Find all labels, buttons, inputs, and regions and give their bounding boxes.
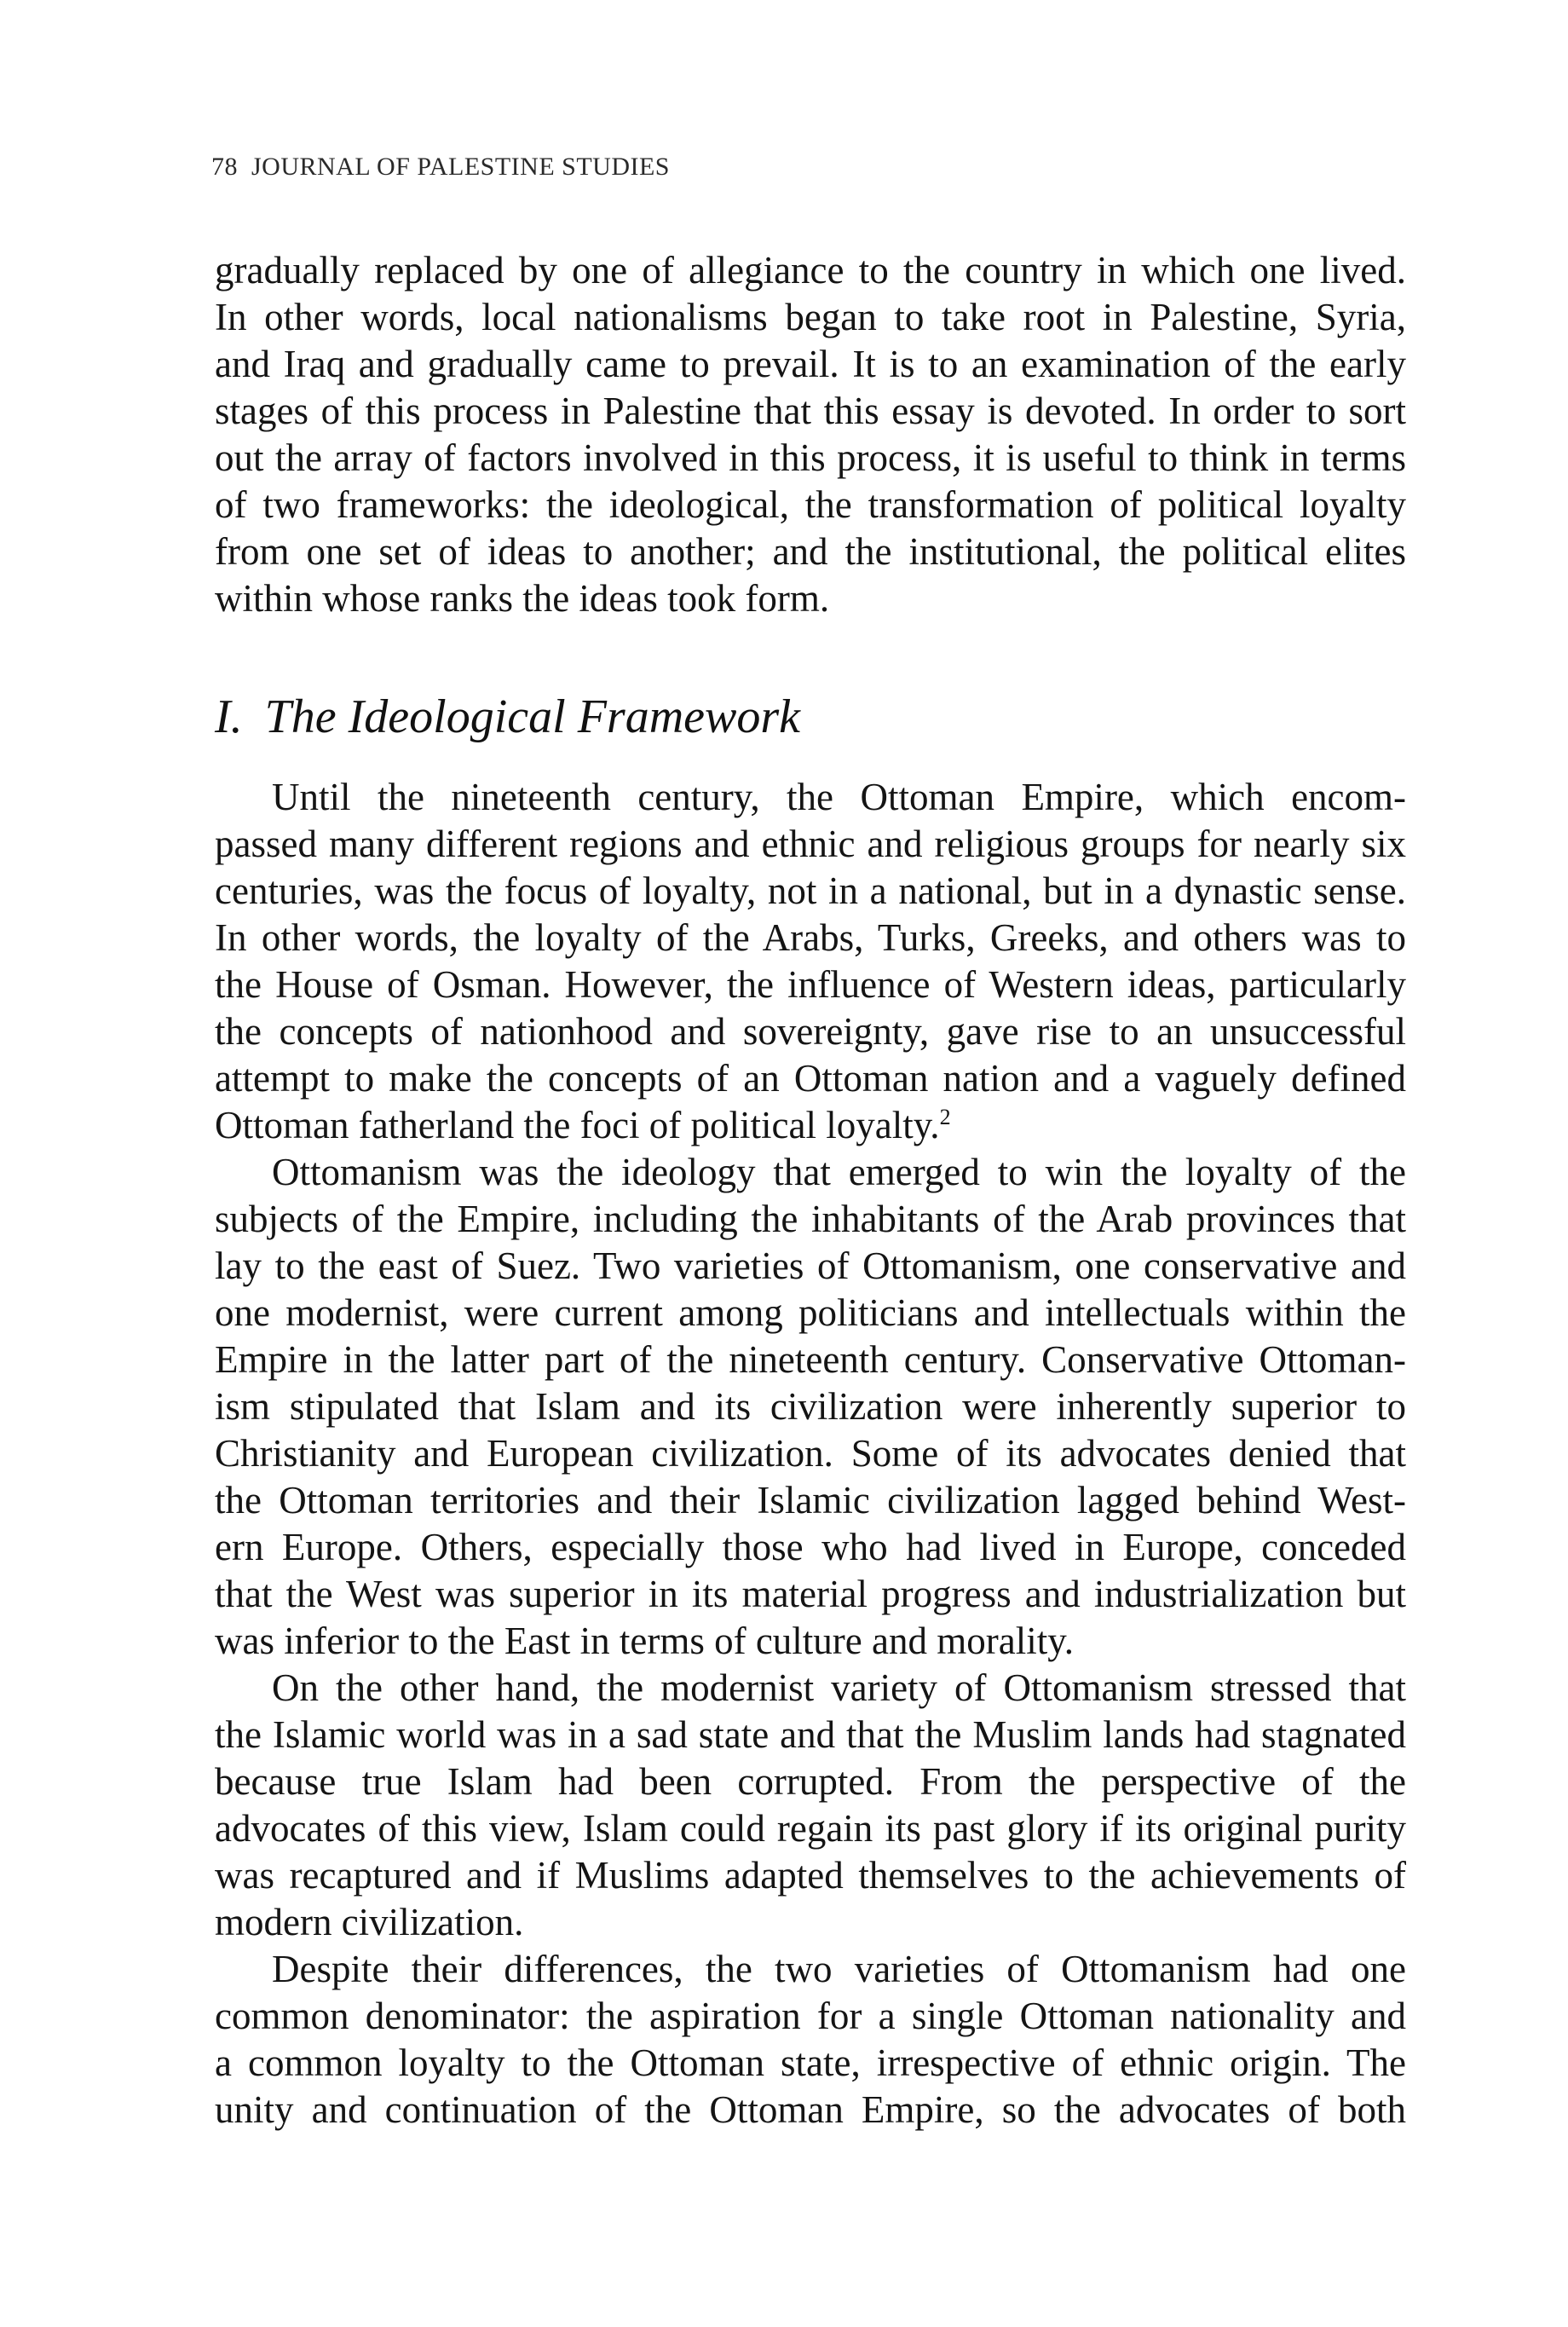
footnote-reference[interactable]: 2	[939, 1105, 951, 1129]
text-line: modern civilization.	[215, 1901, 524, 1943]
text-line: Until the nineteenth century, the Ottoman Empire, which encom-	[272, 776, 1406, 818]
text-line: the Ottoman territories and their Islamic civilization lagged behind West-	[215, 1479, 1406, 1522]
text-line: Empire in the latter part of the nineteenth century. Conservative Ottoman-	[215, 1338, 1406, 1381]
section-heading	[215, 689, 800, 745]
text-line: a common loyalty to the Ottoman state, irrespective of ethnic origin. The	[215, 2041, 1406, 2084]
text-line-content: Ottoman fatherland the foci of political loyalty.	[215, 1104, 940, 1146]
text-line: Ottomanism was the ideology that emerged to win the loyalty of the	[272, 1151, 1406, 1193]
text-line: of two frameworks: the ideological, the transformation of political loyalty	[215, 483, 1406, 526]
text-line: ern Europe. Others, especially those who had lived in Europe, conceded	[215, 1526, 1406, 1568]
text-line: out the array of factors involved in this process, it is useful to think in terms	[215, 436, 1406, 479]
text-line: centuries, was the focus of loyalty, not in a national, but in a dynastic sense.	[215, 869, 1406, 912]
paragraph-2	[215, 1149, 1406, 1665]
text-line: subjects of the Empire, including the inhabitants of the Arab provinces that	[215, 1198, 1406, 1240]
paragraph-1	[215, 774, 1406, 1149]
text-line: passed many different regions and ethnic and religious groups for nearly six	[215, 823, 1406, 865]
text-line: attempt to make the concepts of an Ottoman nation and a vaguely defined	[215, 1057, 1406, 1100]
text-line: that the West was superior in its material progress and industrialization but	[215, 1573, 1406, 1615]
text-line: because true Islam had been corrupted. From the perspective of the	[215, 1760, 1406, 1803]
paragraph-4	[215, 1946, 1406, 2134]
journal-title: JOURNAL OF PALESTINE STUDIES	[251, 153, 670, 181]
text-line: stages of this process in Palestine that this essay is devoted. In order to sort	[215, 390, 1406, 432]
paragraph-3	[215, 1665, 1406, 1946]
text-line: common denominator: the aspiration for a single Ottoman nationality and	[215, 1995, 1406, 2037]
text-line: and Iraq and gradually came to prevail. It is to an examination of the early	[215, 343, 1406, 385]
text-line: was inferior to the East in terms of culture and morality.	[215, 1620, 1075, 1662]
text-line: was recaptured and if Muslims adapted themselves to the achievements of	[215, 1854, 1406, 1897]
text-line: from one set of ideas to another; and the institutional, the political elites	[215, 530, 1406, 573]
text-line: the House of Osman. However, the influence of Western ideas, particularly	[215, 963, 1406, 1006]
text-line: In other words, local nationalisms began to take root in Palestine, Syria,	[215, 296, 1406, 338]
section-title: The Ideological Framework	[264, 690, 800, 743]
section-numeral: I.	[215, 690, 243, 743]
text-line: Despite their differences, the two varieties of Ottomanism had one	[272, 1948, 1406, 1990]
text-line: lay to the east of Suez. Two varieties of Ottomanism, one conservative and	[215, 1244, 1406, 1287]
text-line: unity and continuation of the Ottoman Empire, so the advocates of both	[215, 2088, 1406, 2131]
intro-paragraph	[215, 247, 1406, 622]
text-line: the Islamic world was in a sad state and that the Muslim lands had stagnated	[215, 1713, 1406, 1756]
running-head	[211, 152, 670, 182]
page-number: 78	[211, 153, 238, 181]
text-line: Christianity and European civilization. Some of its advocates denied that	[215, 1432, 1406, 1475]
text-line: On the other hand, the modernist variety of Ottomanism stressed that	[272, 1666, 1406, 1709]
text-line: gradually replaced by one of allegiance to the country in which one lived.	[215, 249, 1406, 292]
text-line: In other words, the loyalty of the Arabs, Turks, Greeks, and others was to	[215, 916, 1406, 959]
text-line: advocates of this view, Islam could regain its past glory if its original purity	[215, 1807, 1406, 1850]
section-body	[215, 774, 1406, 2134]
text-line: one modernist, were current among politicians and intellectuals within the	[215, 1291, 1406, 1334]
text-line: the concepts of nationhood and sovereignty, gave rise to an unsuccessful	[215, 1010, 1406, 1053]
text-line: ism stipulated that Islam and its civilization were inherently superior to	[215, 1385, 1406, 1428]
text-line: within whose ranks the ideas took form.	[215, 577, 830, 620]
text-line	[215, 1102, 1406, 1149]
